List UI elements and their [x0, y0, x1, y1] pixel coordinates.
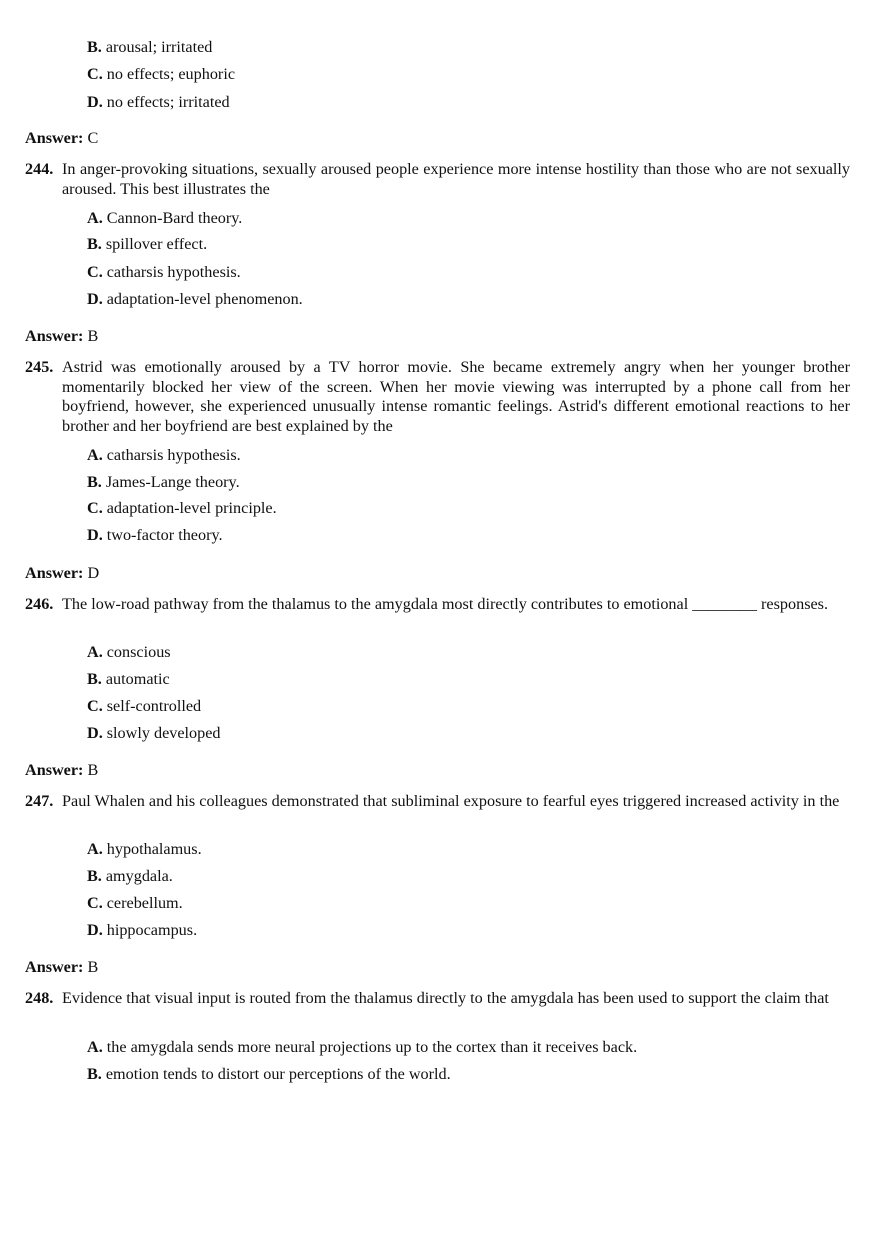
question-number: 248. — [25, 989, 54, 1007]
option-248-a: A. the amygdala sends more neural projections up to the cortex than it receives back. — [87, 1038, 638, 1056]
question-stem: In anger-provoking situations, sexually aroused people experience more intense hostility than those who are not sexually aroused. This best illustrates the — [62, 160, 850, 198]
answer-246: Answer: B — [25, 761, 99, 779]
option-247-c: C. cerebellum. — [87, 894, 183, 912]
option-244-c: C. catharsis hypothesis. — [87, 263, 241, 281]
question-number: 246. — [25, 595, 54, 613]
question-number: 247. — [25, 792, 54, 810]
option-245-b: B. James-Lange theory. — [87, 473, 240, 491]
option-247-a: A. hypothalamus. — [87, 840, 202, 858]
question-number: 245. — [25, 358, 54, 376]
answer-prev: Answer: C — [25, 129, 99, 147]
question-248 — [25, 989, 850, 1009]
option-248-b: B. emotion tends to distort our perceptions of the world. — [87, 1065, 451, 1083]
question-244 — [25, 160, 850, 199]
option-246-b: B. automatic — [87, 670, 170, 688]
option-246-a: A. conscious — [87, 643, 171, 661]
question-247 — [25, 792, 850, 812]
option-244-b: B. spillover effect. — [87, 235, 208, 253]
question-245 — [25, 358, 850, 436]
option-244-d: D. adaptation-level phenomenon. — [87, 290, 303, 308]
question-stem: The low-road pathway from the thalamus to the amygdala most directly contributes to emotional ________ responses. — [62, 595, 829, 613]
option-247-b: B. amygdala. — [87, 867, 173, 885]
option-246-d: D. slowly developed — [87, 724, 221, 742]
option-246-c: C. self-controlled — [87, 697, 202, 715]
question-246 — [25, 595, 850, 615]
option-245-a: A. catharsis hypothesis. — [87, 446, 241, 464]
option-245-c: C. adaptation-level principle. — [87, 499, 277, 517]
option-244-a: A. Cannon-Bard theory. — [87, 209, 243, 227]
answer-244: Answer: B — [25, 327, 99, 345]
answer-245: Answer: D — [25, 564, 100, 582]
question-stem: Astrid was emotionally aroused by a TV horror movie. She became extremely angry when her younger brother momentarily blocked her view of the screen. When her movie viewing was interrupted by a phone call from her boyfriend, however, she experienced unusually intense romantic feelings. Astrid's different emotional reactions to her brother and her boyfriend are best explained by the — [62, 358, 850, 435]
option-prev-b: B. arousal; irritated — [87, 38, 213, 56]
question-number: 244. — [25, 160, 54, 178]
option-247-d: D. hippocampus. — [87, 921, 198, 939]
option-prev-c: C. no effects; euphoric — [87, 65, 236, 83]
answer-247: Answer: B — [25, 958, 99, 976]
option-245-d: D. two-factor theory. — [87, 526, 223, 544]
option-prev-d: D. no effects; irritated — [87, 93, 230, 111]
question-stem: Paul Whalen and his colleagues demonstrated that subliminal exposure to fearful eyes triggered increased activity in the — [62, 792, 840, 810]
question-stem: Evidence that visual input is routed from the thalamus directly to the amygdala has been used to support the claim that — [62, 989, 829, 1007]
